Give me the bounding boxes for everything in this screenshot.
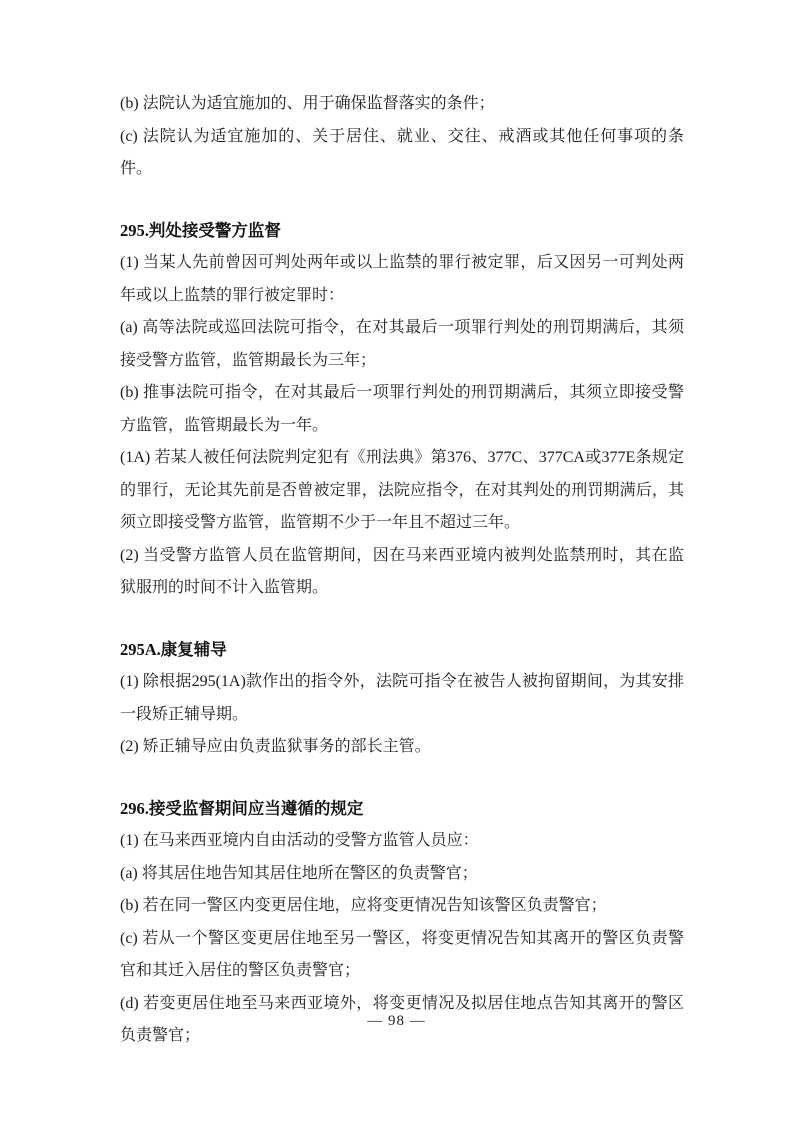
document-body <box>120 88 684 1053</box>
paragraph-295-1-b: (b) 推事法院可指令，在对其最后一项罪行判处的刑罚期满后，其须立即接受警方监管，监管期最长为一年。 <box>120 384 684 434</box>
paragraph-295-1: (1) 当某人先前曾因可判处两年或以上监禁的罪行被定罪，后又因另一可判处两年或以上监禁的罪行被定罪时： <box>120 254 684 304</box>
paragraph-296-1: (1) 在马来西亚境内自由活动的受警方监管人员应： <box>120 832 479 849</box>
paragraph-296-1-b: (b) 若在同一警区内变更居住地，应将变更情况告知该警区负责警官； <box>120 897 607 914</box>
paragraph-item-b: (b) 法院认为适宜施加的、用于确保监督落实的条件； <box>120 95 495 112</box>
paragraph-295a-1: (1) 除根据295(1A)款作出的指令外，法院可指令在被告人被拘留期间，为其安排一段矫正辅导期。 <box>120 673 684 723</box>
section-heading-295a: 295A.康复辅导 <box>120 639 227 659</box>
paragraph-296-1-d: (d) 若变更居住地至马来西亚境外，将变更情况及拟居住地点告知其离开的警区负责警官； <box>120 994 684 1044</box>
paragraph-296-1-a: (a) 将其居住地告知其居住地所在警区的负责警官； <box>120 864 478 882</box>
paragraph-296-1-c: (c) 若从一个警区变更居住地至另一警区，将变更情况告知其离开的警区负责警官和其迁入居住的警区负责警官； <box>120 929 684 979</box>
paragraph-295-1-a: (a) 高等法院或巡回法院可指令，在对其最后一项罪行判处的刑罚期满后，其须接受警方监管，监管期最长为三年； <box>120 319 684 369</box>
paragraph-295a-2: (2) 矫正辅导应由负责监狱事务的部长主管。 <box>120 738 431 755</box>
page-number: — 98 — <box>367 1013 426 1029</box>
section-heading-296: 296.接受监督期间应当遵循的规定 <box>120 798 364 818</box>
paragraph-item-c: (c) 法院认为适宜施加的、关于居住、就业、交往、戒酒或其他任何事项的条件。 <box>120 127 684 177</box>
paragraph-295-2: (2) 当受警方监管人员在监管期间，因在马来西亚境内被判处监禁刑时，其在监狱服刑的时间不计入监管期。 <box>120 546 684 596</box>
paragraph-295-1a: (1A) 若某人被任何法院判定犯有《刑法典》第376、377C、377CA或377E条规定的罪行，无论其先前是否曾被定罪，法院应指令，在对其判处的刑罚期满后，其须立即接受警方监管，监管期不少于一年且不超过三年。 <box>120 449 684 531</box>
section-heading-295: 295.判处接受警方监督 <box>120 220 281 240</box>
